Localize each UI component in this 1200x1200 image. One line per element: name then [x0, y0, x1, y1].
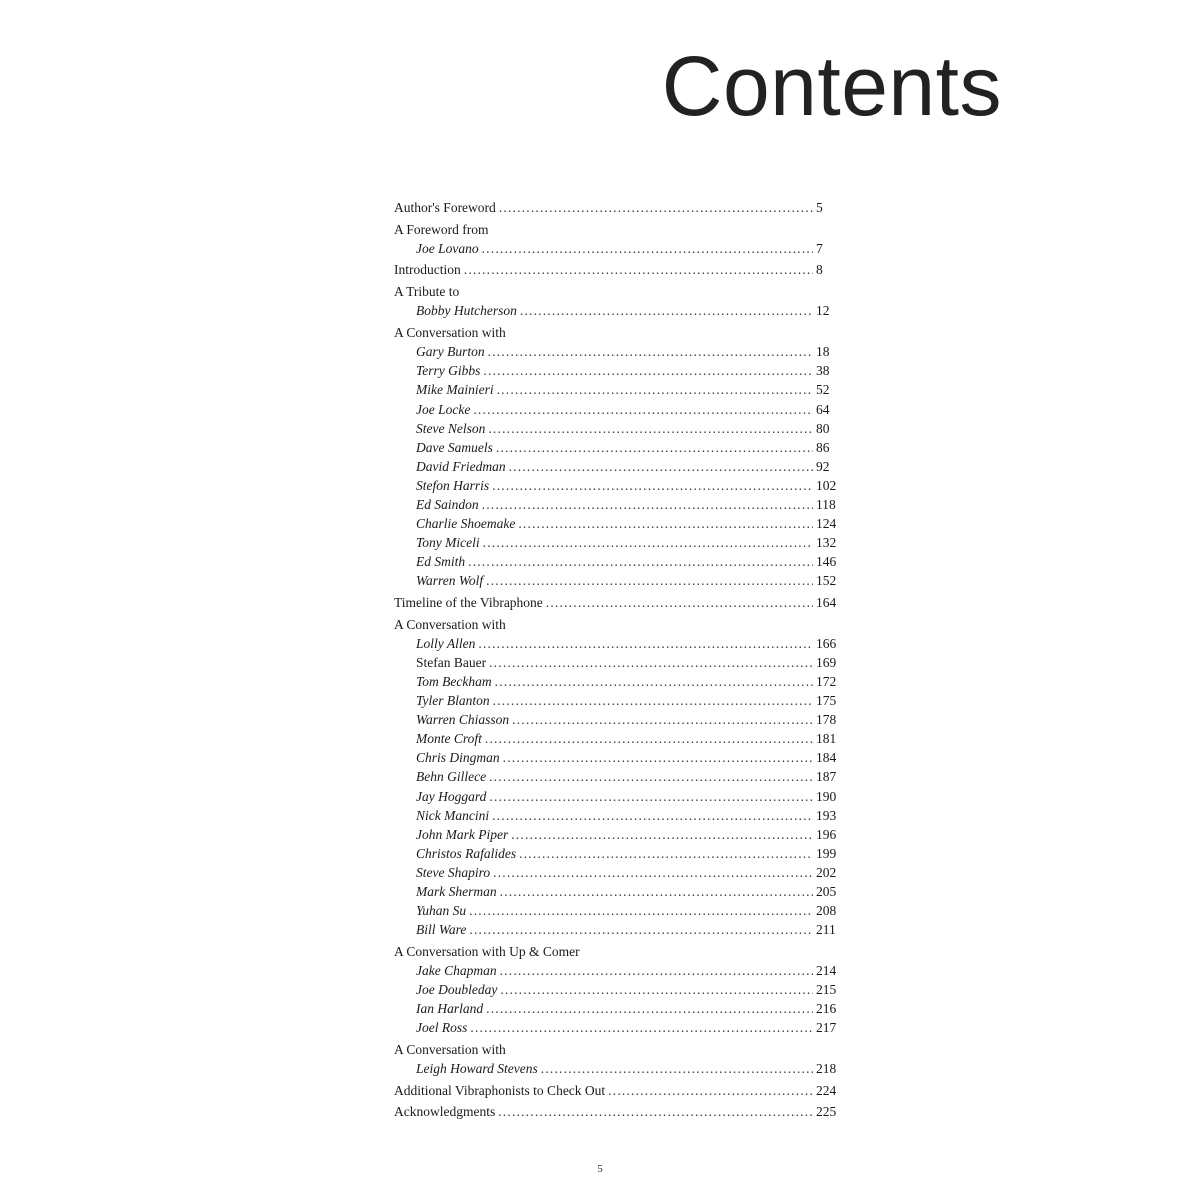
toc-entry-title: Chris Dingman: [416, 750, 500, 766]
toc-subentry[interactable]: [394, 653, 840, 672]
toc-subentry[interactable]: [394, 999, 840, 1018]
toc-subentry[interactable]: [394, 495, 840, 514]
toc-entry-title: Jake Chapman: [416, 963, 497, 979]
toc-subentry[interactable]: [394, 961, 840, 980]
toc-entry-page: 199: [816, 845, 837, 861]
dot-leader: [498, 1102, 813, 1121]
toc-entry-page: 38: [816, 363, 830, 379]
toc-entry-title: Mark Sherman: [416, 884, 497, 900]
dot-leader: [512, 710, 813, 729]
dot-leader: [492, 476, 813, 495]
toc-entry-page: 124: [816, 516, 837, 532]
toc-subentry[interactable]: [394, 806, 840, 825]
toc-entry-title: Charlie Shoemake: [416, 516, 516, 532]
toc-entry-page: 152: [816, 573, 837, 589]
page-number: 5: [597, 1163, 603, 1175]
toc-entry-page: 175: [816, 693, 837, 709]
dot-leader: [497, 380, 813, 399]
toc-entry-title: Tom Beckham: [416, 674, 492, 690]
toc-subentry[interactable]: [394, 748, 840, 767]
toc-subentry[interactable]: [394, 457, 840, 476]
toc-entry-title: Bobby Hutcherson: [416, 303, 517, 319]
toc-entry-page: 214: [816, 963, 837, 979]
toc-entry-page: 52: [816, 382, 830, 398]
toc-entry-introduction[interactable]: [394, 260, 840, 279]
dot-leader: [493, 863, 813, 882]
dot-leader: [482, 239, 813, 258]
toc-entry-page: 172: [816, 674, 837, 690]
dot-leader: [483, 533, 813, 552]
toc-entry-page: 224: [816, 1082, 837, 1098]
toc-entry-authors-foreword[interactable]: [394, 198, 840, 217]
toc-entry-page: 205: [816, 884, 837, 900]
dot-leader: [482, 495, 813, 514]
toc-entry-title: Terry Gibbs: [416, 363, 481, 379]
toc-entry-title: David Friedman: [416, 458, 506, 474]
dot-leader: [495, 672, 813, 691]
toc-entry-page: 166: [816, 635, 837, 651]
dot-leader: [473, 400, 813, 419]
toc-entry-title: Ed Saindon: [416, 496, 479, 512]
table-of-contents: [394, 198, 840, 1122]
toc-subentry[interactable]: [394, 571, 840, 590]
dot-leader: [489, 787, 813, 806]
toc-section-heading-conversation: A Conversation with: [394, 324, 506, 340]
dot-leader: [493, 691, 813, 710]
toc-entry-page: 202: [816, 864, 837, 880]
toc-entry-title: Christos Rafalides: [416, 845, 517, 861]
dot-leader: [503, 748, 813, 767]
toc-entry-title: Joe Doubleday: [416, 982, 498, 998]
toc-entry-page: 215: [816, 982, 837, 998]
toc-entry-title: Joel Ross: [416, 1020, 468, 1036]
toc-entry-title: Gary Burton: [416, 344, 485, 360]
toc-subentry[interactable]: [394, 342, 840, 361]
toc-entry-page: 64: [816, 401, 830, 417]
dot-leader: [470, 1018, 813, 1037]
dot-leader: [483, 361, 813, 380]
dot-leader: [469, 901, 813, 920]
toc-subentry[interactable]: [394, 825, 840, 844]
toc-subentry[interactable]: [394, 729, 840, 748]
toc-entry-page: 216: [816, 1001, 837, 1017]
toc-entry-page: 12: [816, 303, 830, 319]
toc-entry-additional-vibraphonists[interactable]: [394, 1081, 840, 1100]
toc-subentry[interactable]: [394, 634, 840, 653]
toc-subentry[interactable]: [394, 361, 840, 380]
toc-entry-title: Ed Smith: [416, 554, 466, 570]
toc-subentry[interactable]: [394, 920, 840, 939]
dot-leader: [488, 342, 813, 361]
toc-entry-title: Leigh Howard Stevens: [416, 1061, 538, 1077]
toc-entry-page: 208: [816, 903, 837, 919]
dot-leader: [496, 438, 813, 457]
dot-leader: [464, 260, 813, 279]
toc-entry-title: Mike Mainieri: [416, 382, 494, 398]
dot-leader: [492, 806, 813, 825]
dot-leader: [500, 980, 813, 999]
toc-entry-page: 181: [816, 731, 837, 747]
toc-entry-title: Jay Hoggard: [416, 788, 487, 804]
toc-entry-page: 225: [816, 1104, 837, 1120]
dot-leader: [541, 1059, 813, 1078]
toc-subentry[interactable]: [394, 438, 840, 457]
dot-leader: [489, 767, 813, 786]
dot-leader: [519, 844, 813, 863]
toc-entry-page: 7: [816, 240, 823, 256]
toc-subentry[interactable]: [394, 980, 840, 999]
toc-entry-page: 132: [816, 535, 837, 551]
dot-leader: [469, 920, 813, 939]
toc-entry-page: 211: [816, 922, 836, 938]
toc-subentry[interactable]: [394, 710, 840, 729]
toc-subentry[interactable]: [394, 400, 840, 419]
toc-entry-page: 92: [816, 458, 830, 474]
dot-leader: [511, 825, 813, 844]
toc-entry-title: Tony Miceli: [416, 535, 480, 551]
toc-entry-page: 80: [816, 420, 830, 436]
dot-leader: [468, 552, 813, 571]
toc-section-heading-foreword-from: A Foreword from: [394, 221, 489, 237]
toc-entry-page: 164: [816, 594, 837, 610]
dot-leader: [608, 1081, 813, 1100]
toc-section-heading-conversation: A Conversation with: [394, 616, 506, 632]
toc-entry-title: Yuhan Su: [416, 903, 467, 919]
toc-entry-title: Author's Foreword: [394, 200, 496, 215]
toc-entry-title: Warren Wolf: [416, 573, 484, 589]
toc-entry-page: 118: [816, 496, 836, 512]
toc-subentry[interactable]: [394, 691, 840, 710]
toc-entry-title: Steve Shapiro: [416, 864, 491, 880]
toc-entry-title: Ian Harland: [416, 1001, 484, 1017]
toc-subentry[interactable]: [394, 1018, 840, 1037]
toc-subentry[interactable]: [394, 787, 840, 806]
toc-entry-page: 169: [816, 654, 837, 670]
toc-subentry[interactable]: [394, 476, 840, 495]
toc-entry-page: 178: [816, 712, 837, 728]
toc-subentry[interactable]: [394, 301, 840, 320]
toc-subentry[interactable]: [394, 1059, 840, 1078]
toc-entry-page: 187: [816, 769, 837, 785]
toc-entry-acknowledgments[interactable]: [394, 1102, 840, 1121]
toc-entry-timeline[interactable]: [394, 593, 840, 612]
dot-leader: [486, 999, 813, 1018]
toc-subentry[interactable]: [394, 533, 840, 552]
toc-entry-page: 196: [816, 826, 837, 842]
toc-entry-page: 146: [816, 554, 837, 570]
toc-subentry[interactable]: [394, 901, 840, 920]
toc-entry-title: Dave Samuels: [416, 439, 493, 455]
toc-section-heading-tribute: A Tribute to: [394, 284, 460, 300]
toc-entry-page: 193: [816, 807, 837, 823]
dot-leader: [488, 419, 813, 438]
toc-section-heading-conversation: A Conversation with: [394, 1041, 506, 1057]
toc-entry-page: 184: [816, 750, 837, 766]
dot-leader: [500, 961, 813, 980]
toc-section-heading-up-and-comer: A Conversation with Up & Comer: [394, 943, 580, 959]
toc-entry-title: Stefan Bauer: [416, 654, 487, 670]
toc-subentry[interactable]: [394, 419, 840, 438]
toc-entry-title: Joe Locke: [416, 401, 471, 417]
toc-entry-title: Stefon Harris: [416, 477, 490, 493]
toc-entry-title: Nick Mancini: [416, 807, 490, 823]
dot-leader: [478, 634, 813, 653]
dot-leader: [499, 198, 813, 217]
toc-entry-title: Timeline of the Vibraphone: [394, 594, 543, 610]
toc-subentry[interactable]: [394, 863, 840, 882]
toc-entry-title: Joe Lovano: [416, 240, 479, 256]
toc-subentry[interactable]: [394, 552, 840, 571]
dot-leader: [500, 882, 813, 901]
dot-leader: [485, 729, 813, 748]
toc-entry-title: Introduction: [394, 262, 461, 278]
toc-entry-title: Steve Nelson: [416, 420, 486, 436]
dot-leader: [509, 457, 813, 476]
dot-leader: [520, 301, 813, 320]
toc-entry-title: John Mark Piper: [416, 826, 509, 842]
toc-subentry[interactable]: [394, 514, 840, 533]
toc-entry-page: 190: [816, 788, 837, 804]
toc-entry-title: Bill Ware: [416, 922, 467, 938]
toc-subentry[interactable]: [394, 239, 840, 258]
toc-entry-title: Monte Croft: [416, 731, 482, 747]
toc-entry-title: Acknowledgments: [394, 1104, 496, 1120]
dot-leader: [546, 593, 813, 612]
toc-entry-page: 86: [816, 439, 830, 455]
toc-entry-title: Warren Chiasson: [416, 712, 510, 728]
toc-entry-page: 102: [816, 477, 837, 493]
toc-entry-title: Lolly Allen: [416, 635, 476, 651]
dot-leader: [518, 514, 813, 533]
toc-subentry[interactable]: [394, 380, 840, 399]
dot-leader: [486, 571, 813, 590]
toc-entry-page: 8: [816, 262, 823, 278]
toc-entry-page: 5: [816, 200, 823, 215]
toc-entry-title: Behn Gillece: [416, 769, 487, 785]
dot-leader: [489, 653, 813, 672]
page-title: Contents: [661, 39, 1002, 133]
toc-entry-page: 218: [816, 1061, 837, 1077]
toc-entry-page: 217: [816, 1020, 837, 1036]
toc-subentry[interactable]: [394, 672, 840, 691]
toc-entry-page: 18: [816, 344, 830, 360]
toc-entry-title: Additional Vibraphonists to Check Out: [394, 1082, 606, 1098]
toc-subentry[interactable]: [394, 844, 840, 863]
toc-entry-title: Tyler Blanton: [416, 693, 490, 709]
toc-subentry[interactable]: [394, 767, 840, 786]
toc-subentry[interactable]: [394, 882, 840, 901]
